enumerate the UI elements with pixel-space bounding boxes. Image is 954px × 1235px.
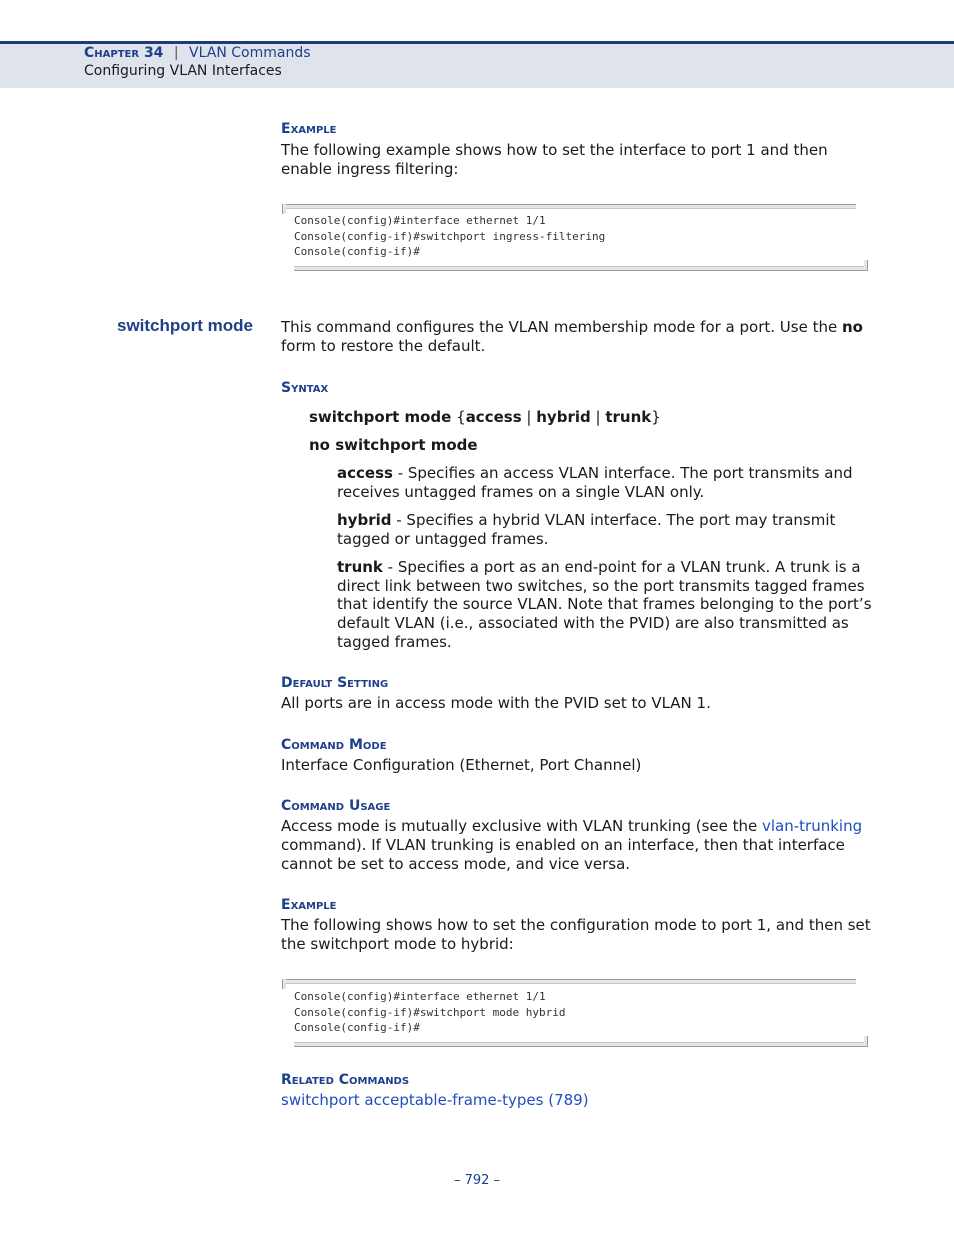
- command-usage-heading: Command Usage: [281, 798, 391, 814]
- param-hybrid: [337, 511, 877, 548]
- code-line: Console(config-if)#switchport ingress-filtering: [294, 229, 606, 243]
- example1-text: The following example shows how to set the interface to port 1 and then enable ingress filtering:: [281, 141, 828, 178]
- code-frame-left: [282, 979, 286, 989]
- code-line: Console(config)#interface ethernet 1/1: [294, 214, 546, 227]
- related-command-link[interactable]: switchport acceptable-frame-types (789): [281, 1091, 589, 1109]
- code-frame-bottom: [294, 266, 868, 271]
- code-line: Console(config)#interface ethernet 1/1: [294, 990, 546, 1003]
- chapter-title: VLAN Commands: [189, 45, 311, 61]
- param-text: - Specifies a hybrid VLAN interface. The port may transmit tagged or untagged frames.: [337, 511, 836, 548]
- code-frame-top: [282, 204, 856, 209]
- code-frame-bottom: [294, 1042, 868, 1047]
- default-setting-heading: Default Setting: [281, 675, 389, 691]
- syntax-opt-hybrid: hybrid: [536, 408, 591, 426]
- desc-text: This command configures the VLAN membership mode for a port. Use the: [281, 318, 842, 336]
- code-frame-top: [282, 979, 856, 984]
- example2-code: [294, 989, 566, 1036]
- param-text: - Specifies an access VLAN interface. The port transmits and receives untagged frames on a single VLAN only.: [337, 464, 853, 501]
- brace-close: }: [651, 408, 661, 426]
- example1-code: [294, 213, 605, 260]
- syntax-cmd: switchport mode: [309, 408, 452, 426]
- code-frame-right: [864, 1036, 868, 1046]
- param-name: trunk: [337, 558, 383, 576]
- param-name: hybrid: [337, 511, 392, 529]
- page-number: – 792 –: [453, 1173, 501, 1188]
- command-mode-heading: Command Mode: [281, 737, 387, 753]
- param-access: [337, 464, 877, 501]
- vlan-trunking-link[interactable]: vlan-trunking: [762, 817, 863, 835]
- desc-text-end: form to restore the default.: [281, 337, 486, 355]
- example1-heading: Example: [281, 121, 337, 137]
- command-title: switchport mode: [117, 316, 254, 335]
- usage-text: Access mode is mutually exclusive with VLAN trunking (see the: [281, 817, 763, 835]
- desc-bold: no: [841, 318, 863, 336]
- pipe: |: [595, 408, 601, 426]
- command-mode-text: Interface Configuration (Ethernet, Port Channel): [281, 756, 642, 774]
- section-title: Configuring VLAN Interfaces: [84, 63, 282, 79]
- syntax-line-1: [309, 408, 661, 427]
- chapter-line: [84, 45, 311, 61]
- syntax-no-cmd: no switchport mode: [309, 436, 478, 454]
- code-frame-right: [864, 260, 868, 270]
- code-line: Console(config-if)#switchport mode hybrid: [294, 1005, 566, 1019]
- example2-code-block: [282, 979, 869, 1049]
- example1-code-block: [282, 204, 869, 274]
- header-separator: |: [173, 45, 179, 61]
- syntax-heading: Syntax: [281, 380, 329, 396]
- code-line: Console(config-if)#: [294, 1021, 420, 1034]
- command-description: [281, 318, 871, 356]
- example2-text: The following shows how to set the configuration mode to port 1, and then set the switchport mode to hybrid:: [281, 916, 871, 953]
- example2-heading: Example: [281, 897, 337, 913]
- param-name: access: [337, 464, 393, 482]
- code-line: Console(config-if)#: [294, 245, 420, 258]
- syntax-opt-trunk: trunk: [605, 408, 652, 426]
- chapter-label: Chapter 34: [84, 45, 164, 61]
- pipe: |: [526, 408, 532, 426]
- syntax-opt-access: access: [465, 408, 522, 426]
- param-text: - Specifies a port as an end-point for a VLAN trunk. A trunk is a direct link between two switches, so the port transmits tagged frames that identify the source VLAN. Note that frames belonging to the port’s default VLAN (i.e., associated with the PVID) are also transmitted as tagged frames.: [337, 558, 872, 651]
- syntax-line-2: [309, 436, 478, 455]
- command-usage-text: [281, 817, 871, 874]
- brace-open: {: [456, 408, 466, 426]
- code-frame-left: [282, 204, 286, 214]
- default-setting-text: All ports are in access mode with the PVID set to VLAN 1.: [281, 694, 711, 712]
- usage-text-end: command). If VLAN trunking is enabled on an interface, then that interface cannot be set to access mode, and vice versa.: [281, 836, 845, 873]
- related-commands-heading: Related Commands: [281, 1072, 410, 1088]
- param-trunk: [337, 558, 877, 652]
